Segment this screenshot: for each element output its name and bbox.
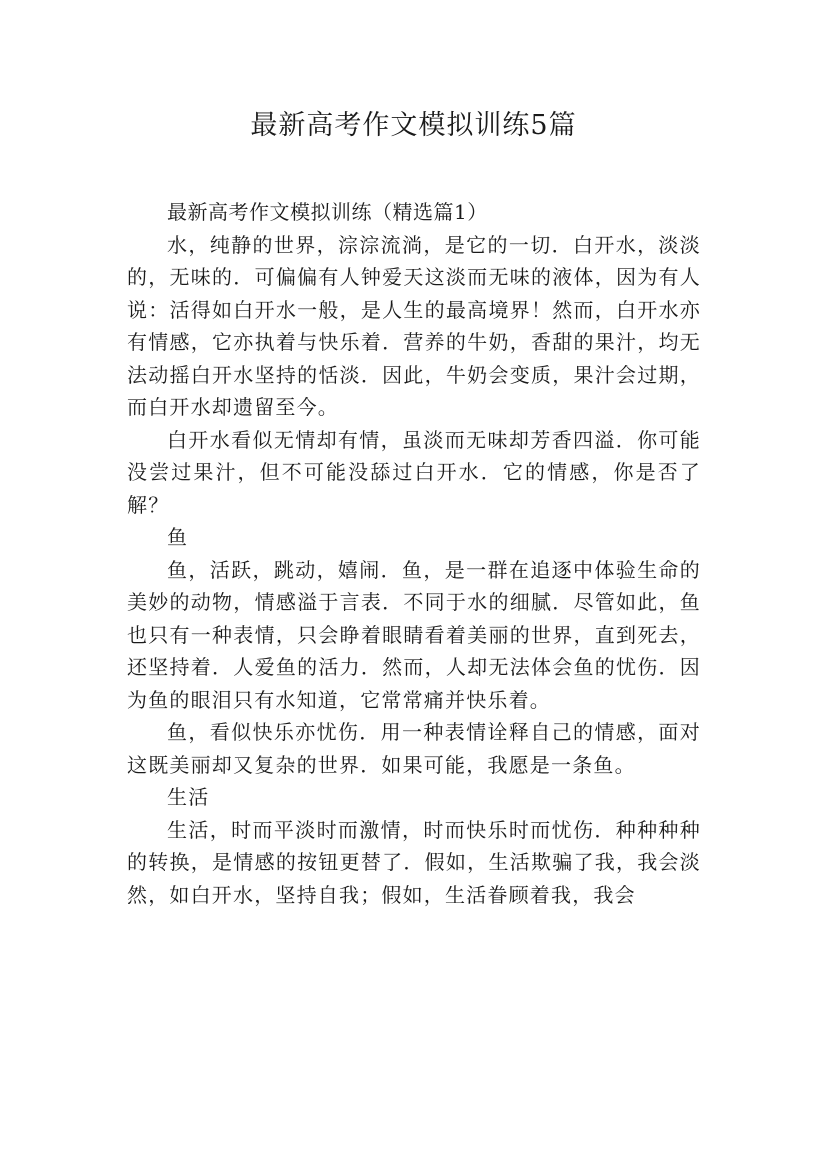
paragraph-fish: 鱼，活跃，跳动，嬉闹．鱼，是一群在追逐中体验生命的美妙的动物，情感溢于言表．不同于水的细腻．尽管如此，鱼也只有一种表情，只会睁着眼睛看着美丽的世界，直到死去，还坚持着．人爱鱼的活力．然而，人却无法体会鱼的忧伤．因为鱼的眼泪只有水知道，它常常痛并快乐着。	[127, 557, 701, 712]
section-heading-fish: 鱼	[167, 525, 189, 549]
document-body	[127, 196, 701, 911]
paragraph-water: 水，纯静的世界，淙淙流淌，是它的一切．白开水，淡淡的，无味的．可偏偏有人钟爱天这淡而无味的液体，因为有人说：活得如白开水一般，是人生的最高境界！然而，白开水亦有情感，它亦执着与快乐着．营养的牛奶，香甜的果汁，均无法动摇白开水坚持的恬淡．因此，牛奶会变质，果汁会过期，而白开水却遗留至今。	[127, 232, 701, 419]
paragraph-life: 生活，时而平淡时而激情，时而快乐时而忧伤．种种种种的转换，是情感的按钮更替了．假如，生活欺骗了我，我会淡然，如白开水，坚持自我；假如，生活眷顾着我，我会	[127, 817, 701, 907]
document-title: 最新高考作文模拟训练5篇	[250, 110, 577, 141]
article-subtitle: 最新高考作文模拟训练（精选篇1）	[167, 200, 488, 224]
section-heading-life: 生活	[167, 785, 210, 809]
paragraph-water-summary: 白开水看似无情却有情，虽淡而无味却芳香四溢．你可能没尝过果汁，但不可能没舔过白开水．它的情感，你是否了解？	[127, 427, 701, 517]
paragraph-fish-summary: 鱼，看似快乐亦忧伤．用一种表情诠释自己的情感，面对这既美丽却又复杂的世界．如果可能，我愿是一条鱼。	[127, 720, 701, 777]
